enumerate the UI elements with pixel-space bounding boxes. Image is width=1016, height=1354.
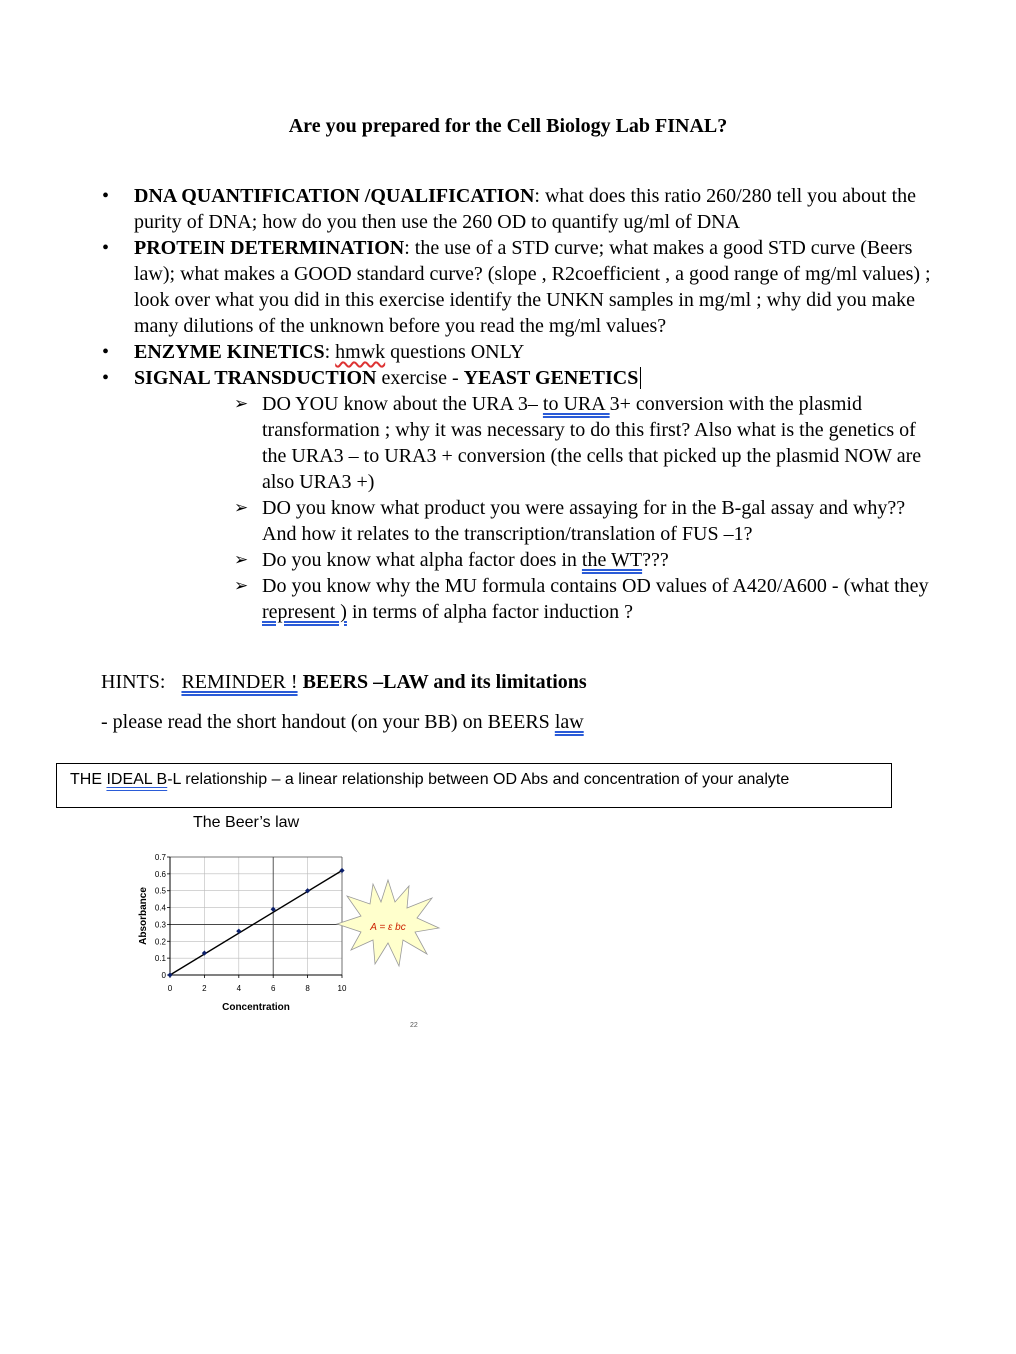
formula-burst bbox=[337, 880, 439, 966]
dna-heading: DNA QUANTIFICATION /QUALIFICATION bbox=[134, 185, 535, 207]
x-tick-label: 2 bbox=[202, 984, 207, 993]
x-tick-label: 8 bbox=[305, 984, 310, 993]
hmwk-misspelled-word: hmwk bbox=[335, 341, 386, 363]
law-text: law bbox=[554, 711, 584, 733]
sub-list bbox=[134, 391, 940, 625]
y-tick-label: 0.2 bbox=[154, 937, 166, 947]
x-tick-label: 6 bbox=[270, 984, 276, 993]
ura-text-b: to URA bbox=[542, 393, 610, 415]
hints-label: HINTS: bbox=[101, 671, 166, 693]
handout-line bbox=[101, 711, 584, 734]
hints-line bbox=[101, 671, 587, 694]
y-tick-labels bbox=[155, 853, 167, 980]
alpha-text-c: ??? bbox=[642, 549, 669, 571]
enzyme-heading: ENZYME KINETICS bbox=[134, 341, 325, 363]
page-title: Are you prepared for the Cell Biology Lab FINAL? bbox=[288, 115, 728, 137]
y-tick-label: 0.5 bbox=[154, 886, 166, 896]
data-point bbox=[236, 929, 241, 934]
x-tick-labels bbox=[168, 984, 347, 993]
y-tick-label: 0.4 bbox=[154, 903, 166, 913]
y-axis-label: Absorbance bbox=[138, 887, 149, 945]
mu-text-a: Do you know why the MU formula contains OD values of A420/A600 - (what they bbox=[262, 575, 929, 597]
sub-item-ura bbox=[228, 391, 940, 495]
x-tick-label: 10 bbox=[337, 984, 347, 993]
alpha-text-b: the WT bbox=[581, 549, 643, 571]
beers-law-formula: A = ε bc bbox=[370, 922, 406, 933]
chart-title: The Beer’s law bbox=[193, 814, 300, 831]
sub-item-bgal bbox=[228, 495, 940, 547]
yeast-heading: YEAST GENETICS bbox=[463, 367, 639, 389]
y-tick-label: 0 bbox=[161, 971, 166, 980]
page-number: 22 bbox=[410, 1022, 418, 1029]
y-tick-label: 0.1 bbox=[154, 954, 166, 964]
ideal-relationship-box bbox=[56, 763, 892, 808]
ideal-text-a: THE bbox=[70, 771, 107, 788]
dna-text: : what does this ratio 260/280 tell you about the purity of DNA; how do you then use the 260 OD to quantify ug/ml of DNA bbox=[134, 185, 917, 233]
hints-bold: BEERS –LAW and its limitations bbox=[297, 671, 587, 693]
x-tick-label: 0 bbox=[167, 984, 173, 993]
ideal-text-b: IDEAL B bbox=[106, 771, 168, 788]
protein-text: : the use of a STD curve; what makes a good STD curve (Beers law); what makes a GOOD standard curve? (slope , R2coefficient , a good range of mg/ml values) ; look over what you did in this exercise identify the UNKN samples in mg/ml ; why did you make many dilutions of the unknown before you read the mg/ml values? bbox=[134, 237, 931, 337]
sub-item-alpha bbox=[228, 547, 940, 573]
bullet-protein bbox=[100, 235, 940, 339]
y-tick-label: 0.3 bbox=[154, 920, 166, 930]
signal-heading: SIGNAL TRANSDUCTION bbox=[134, 367, 377, 389]
y-tick-label: 0.6 bbox=[154, 869, 166, 879]
protein-heading: PROTEIN DETERMINATION bbox=[134, 237, 405, 259]
chart-grid bbox=[167, 857, 342, 978]
enzyme-rest: questions ONLY bbox=[385, 341, 525, 363]
topic-list bbox=[100, 183, 940, 625]
mu-text-c: in terms of alpha factor induction ? bbox=[346, 601, 633, 623]
trend-line bbox=[170, 870, 342, 975]
y-tick-label: 0.7 bbox=[154, 853, 166, 862]
ideal-text-c: -L relationship – a linear relationship between OD Abs and concentration of your analyte bbox=[167, 771, 790, 788]
beers-law-chart bbox=[130, 845, 345, 1025]
reminder-text: REMINDER ! bbox=[181, 671, 298, 693]
bullet-dna bbox=[100, 183, 940, 235]
sub-item-mu bbox=[228, 573, 940, 625]
bullet-signal bbox=[100, 365, 940, 625]
ura-text-a: DO YOU know about the URA 3– bbox=[262, 393, 543, 415]
enzyme-colon: : bbox=[324, 341, 336, 363]
chart-axes bbox=[170, 857, 342, 975]
alpha-text-a: Do you know what alpha factor does in bbox=[262, 549, 582, 571]
signal-mid: exercise - bbox=[376, 367, 464, 389]
bullet-enzyme bbox=[100, 339, 940, 365]
mu-text-b: represent ) bbox=[262, 601, 347, 623]
bgal-text: DO you know what product you were assaying for in the B-gal assay and why?? And how it relates to the transcription/translation of FUS –1? bbox=[262, 497, 906, 545]
x-tick-label: 4 bbox=[236, 984, 242, 993]
x-axis-label: Concentration bbox=[222, 1002, 290, 1013]
text-cursor bbox=[640, 367, 641, 389]
ura-text-c: 3+ conversion with the plasmid transformation ; why it was necessary to do this first? Also what is the genetics of the URA3 – to URA3 + conversion (the cells that picked up the plasmid NOW are also URA3 +) bbox=[262, 393, 922, 493]
handout-text: - please read the short handout (on your BB) on BEERS bbox=[101, 711, 555, 733]
